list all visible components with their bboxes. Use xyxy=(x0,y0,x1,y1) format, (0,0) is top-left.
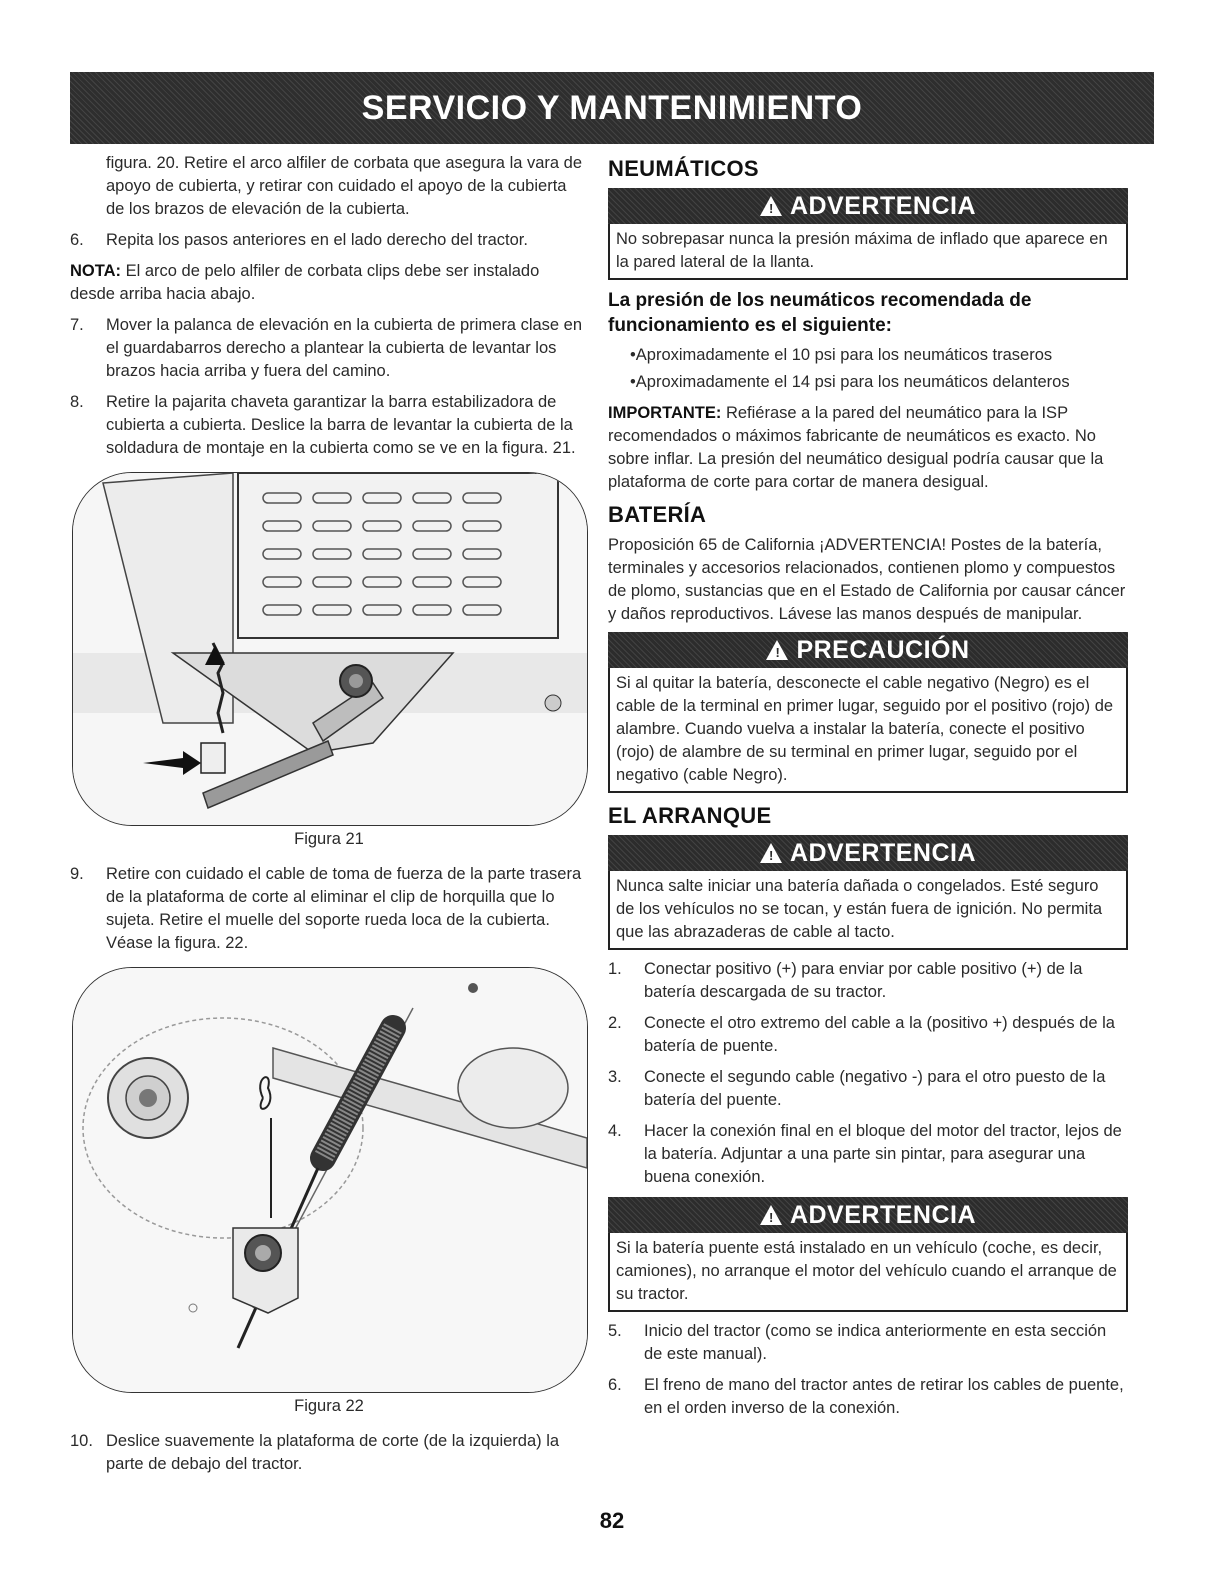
warning-label: ADVERTENCIA xyxy=(789,191,977,220)
warning-text: No sobrepasar nunca la presión máxima de inflado que aparece en la pared lateral de la llanta. xyxy=(616,230,1108,271)
warning-banner-jumpstart xyxy=(608,835,1128,871)
jumpstart-step-2: 2. Conecte el otro extremo del cable a la (positivo +) después de la batería de puente. xyxy=(608,1014,1115,1055)
step-8: 8. Retire la pajarita chaveta garantizar la barra estabilizadora de cubierta a cubierta. Deslice la barra de levantar la cubierta de la soldadura de montaje en la cubierta como se ve en la figura. 21. xyxy=(70,393,576,457)
heading-neumaticos: NEUMÁTICOS xyxy=(608,156,759,181)
bullet-front-tires: •Aproximadamente el 14 psi para los neumáticos delanteros xyxy=(630,373,1070,391)
jumpstart-step-1: 1. Conectar positivo (+) para enviar por cable positivo (+) de la batería descargada de su tractor. xyxy=(608,960,1083,1001)
section-title: SERVICIO Y MANTENIMIENTO xyxy=(361,88,863,127)
step-7: 7. Mover la palanca de elevación en la cubierta de primera clase en el guardabarros derecho a plantear la cubierta de levantar los brazos hacia arriba y fuera del camino. xyxy=(70,316,583,380)
warning-label: ADVERTENCIA xyxy=(789,838,977,867)
figure-21-illustration xyxy=(72,472,588,826)
caution-text: Si al quitar la batería, desconecte el cable negativo (Negro) es el cable de la terminal en primer lugar, seguido por el positivo (rojo) de alambre. Cuando vuelva a instalar la batería, conecte el positivo (rojo) de alambre de su terminal en primer lugar, seguido por el negativo (cable Negro). xyxy=(616,674,1114,784)
warning-box-vehicle xyxy=(608,1233,1128,1312)
important-note: IMPORTANTE: Refiérase a la pared del neumático para la ISP recomendados o máximos fabricante de neumáticos es exacto. No sobre inflar. La presión del neumático desigual podría causar que la plataforma de corte para cortar de manera desigual. xyxy=(608,404,1104,491)
page-number: 82 xyxy=(599,1508,625,1533)
warning-text: Nunca salte iniciar una batería dañada o congelados. Esté seguro de los vehículos no se tocan, y están fuera de ignición. No permita que las abrazaderas de cable al tacto. xyxy=(616,877,1103,941)
figure-22-illustration xyxy=(72,967,588,1393)
figure-22-caption: Figura 22 xyxy=(294,1397,364,1415)
warning-box-jumpstart xyxy=(608,871,1128,950)
heading-bateria: BATERÍA xyxy=(608,502,707,527)
jumpstart-step-4: 4. Hacer la conexión final en el bloque del motor del tractor, lejos de la batería. Adjuntar a una parte sin pintar, para asegurar una buena conexión. xyxy=(608,1122,1122,1186)
warning-box-tires xyxy=(608,224,1128,280)
step-10: 10. Deslice suavemente la plataforma de corte (de la izquierda) la parte de debajo del tractor. xyxy=(70,1432,560,1473)
jumpstart-step-3: 3. Conecte el segundo cable (negativo -) para el otro puesto de la batería del puente. xyxy=(608,1068,1106,1109)
figure-22-drawing xyxy=(73,968,587,1392)
jumpstart-step-6: 6. El freno de mano del tractor antes de retirar los cables de puente, en el orden inverso de la conexión. xyxy=(608,1376,1124,1417)
note: NOTA: El arco de pelo alfiler de corbata clips debe ser instalado desde arriba hacia abajo. xyxy=(70,262,540,303)
battery-prop65-text: Proposición 65 de California ¡ADVERTENCIA! Postes de la batería, terminales y accesorios relacionados, contienen plomo y compuestos de plomo, sustancias que en el Estado de California por causar cáncer y daños reproductivos. Lávese las manos después de manipular. xyxy=(608,536,1126,623)
figure-21-drawing xyxy=(73,473,587,825)
caution-box-battery xyxy=(608,668,1128,793)
caution-banner-battery xyxy=(608,632,1128,668)
step-6: 6. Repita los pasos anteriores en el lado derecho del tractor. xyxy=(70,231,528,249)
caution-label: PRECAUCIÓN xyxy=(796,635,970,664)
warning-triangle-icon: ! xyxy=(760,843,782,863)
heading-arranque: EL ARRANQUE xyxy=(608,803,772,828)
warning-label: ADVERTENCIA xyxy=(789,1200,977,1229)
step-9: 9. Retire con cuidado el cable de toma de fuerza de la parte trasera de la plataforma de corte al eliminar el clip de horquilla que lo sujeta. Retire el muelle del soporte rueda loca de la cubierta. Véase la figura. 22. xyxy=(70,865,582,952)
warning-banner-vehicle xyxy=(608,1197,1128,1233)
jumpstart-step-5: 5. Inicio del tractor (como se indica anteriormente en esta sección de este manual). xyxy=(608,1322,1107,1363)
left-column xyxy=(70,152,588,1476)
bullet-rear-tires: •Aproximadamente el 10 psi para los neumáticos traseros xyxy=(630,346,1053,364)
paragraph-continuation: figura. 20. Retire el arco alfiler de corbata que asegura la vara de apoyo de cubierta, y retirar con cuidado el apoyo de la cubierta de los brazos de elevación de la cubierta. xyxy=(106,154,583,218)
warning-text: Si la batería puente está instalado en un vehículo (coche, es decir, camiones), no arranque el motor del vehículo cuando el arranque de su tractor. xyxy=(616,1239,1117,1303)
figure-21-caption: Figura 21 xyxy=(294,830,364,848)
warning-triangle-icon: ! xyxy=(760,1205,782,1225)
right-column xyxy=(608,152,1128,1420)
subheading-tire-pressure: La presión de los neumáticos recomendada de funcionamiento es el siguiente: xyxy=(608,290,1032,336)
warning-banner-tires xyxy=(608,188,1128,224)
section-banner xyxy=(70,72,1154,144)
warning-triangle-icon: ! xyxy=(760,196,782,216)
warning-triangle-icon: ! xyxy=(766,640,788,660)
